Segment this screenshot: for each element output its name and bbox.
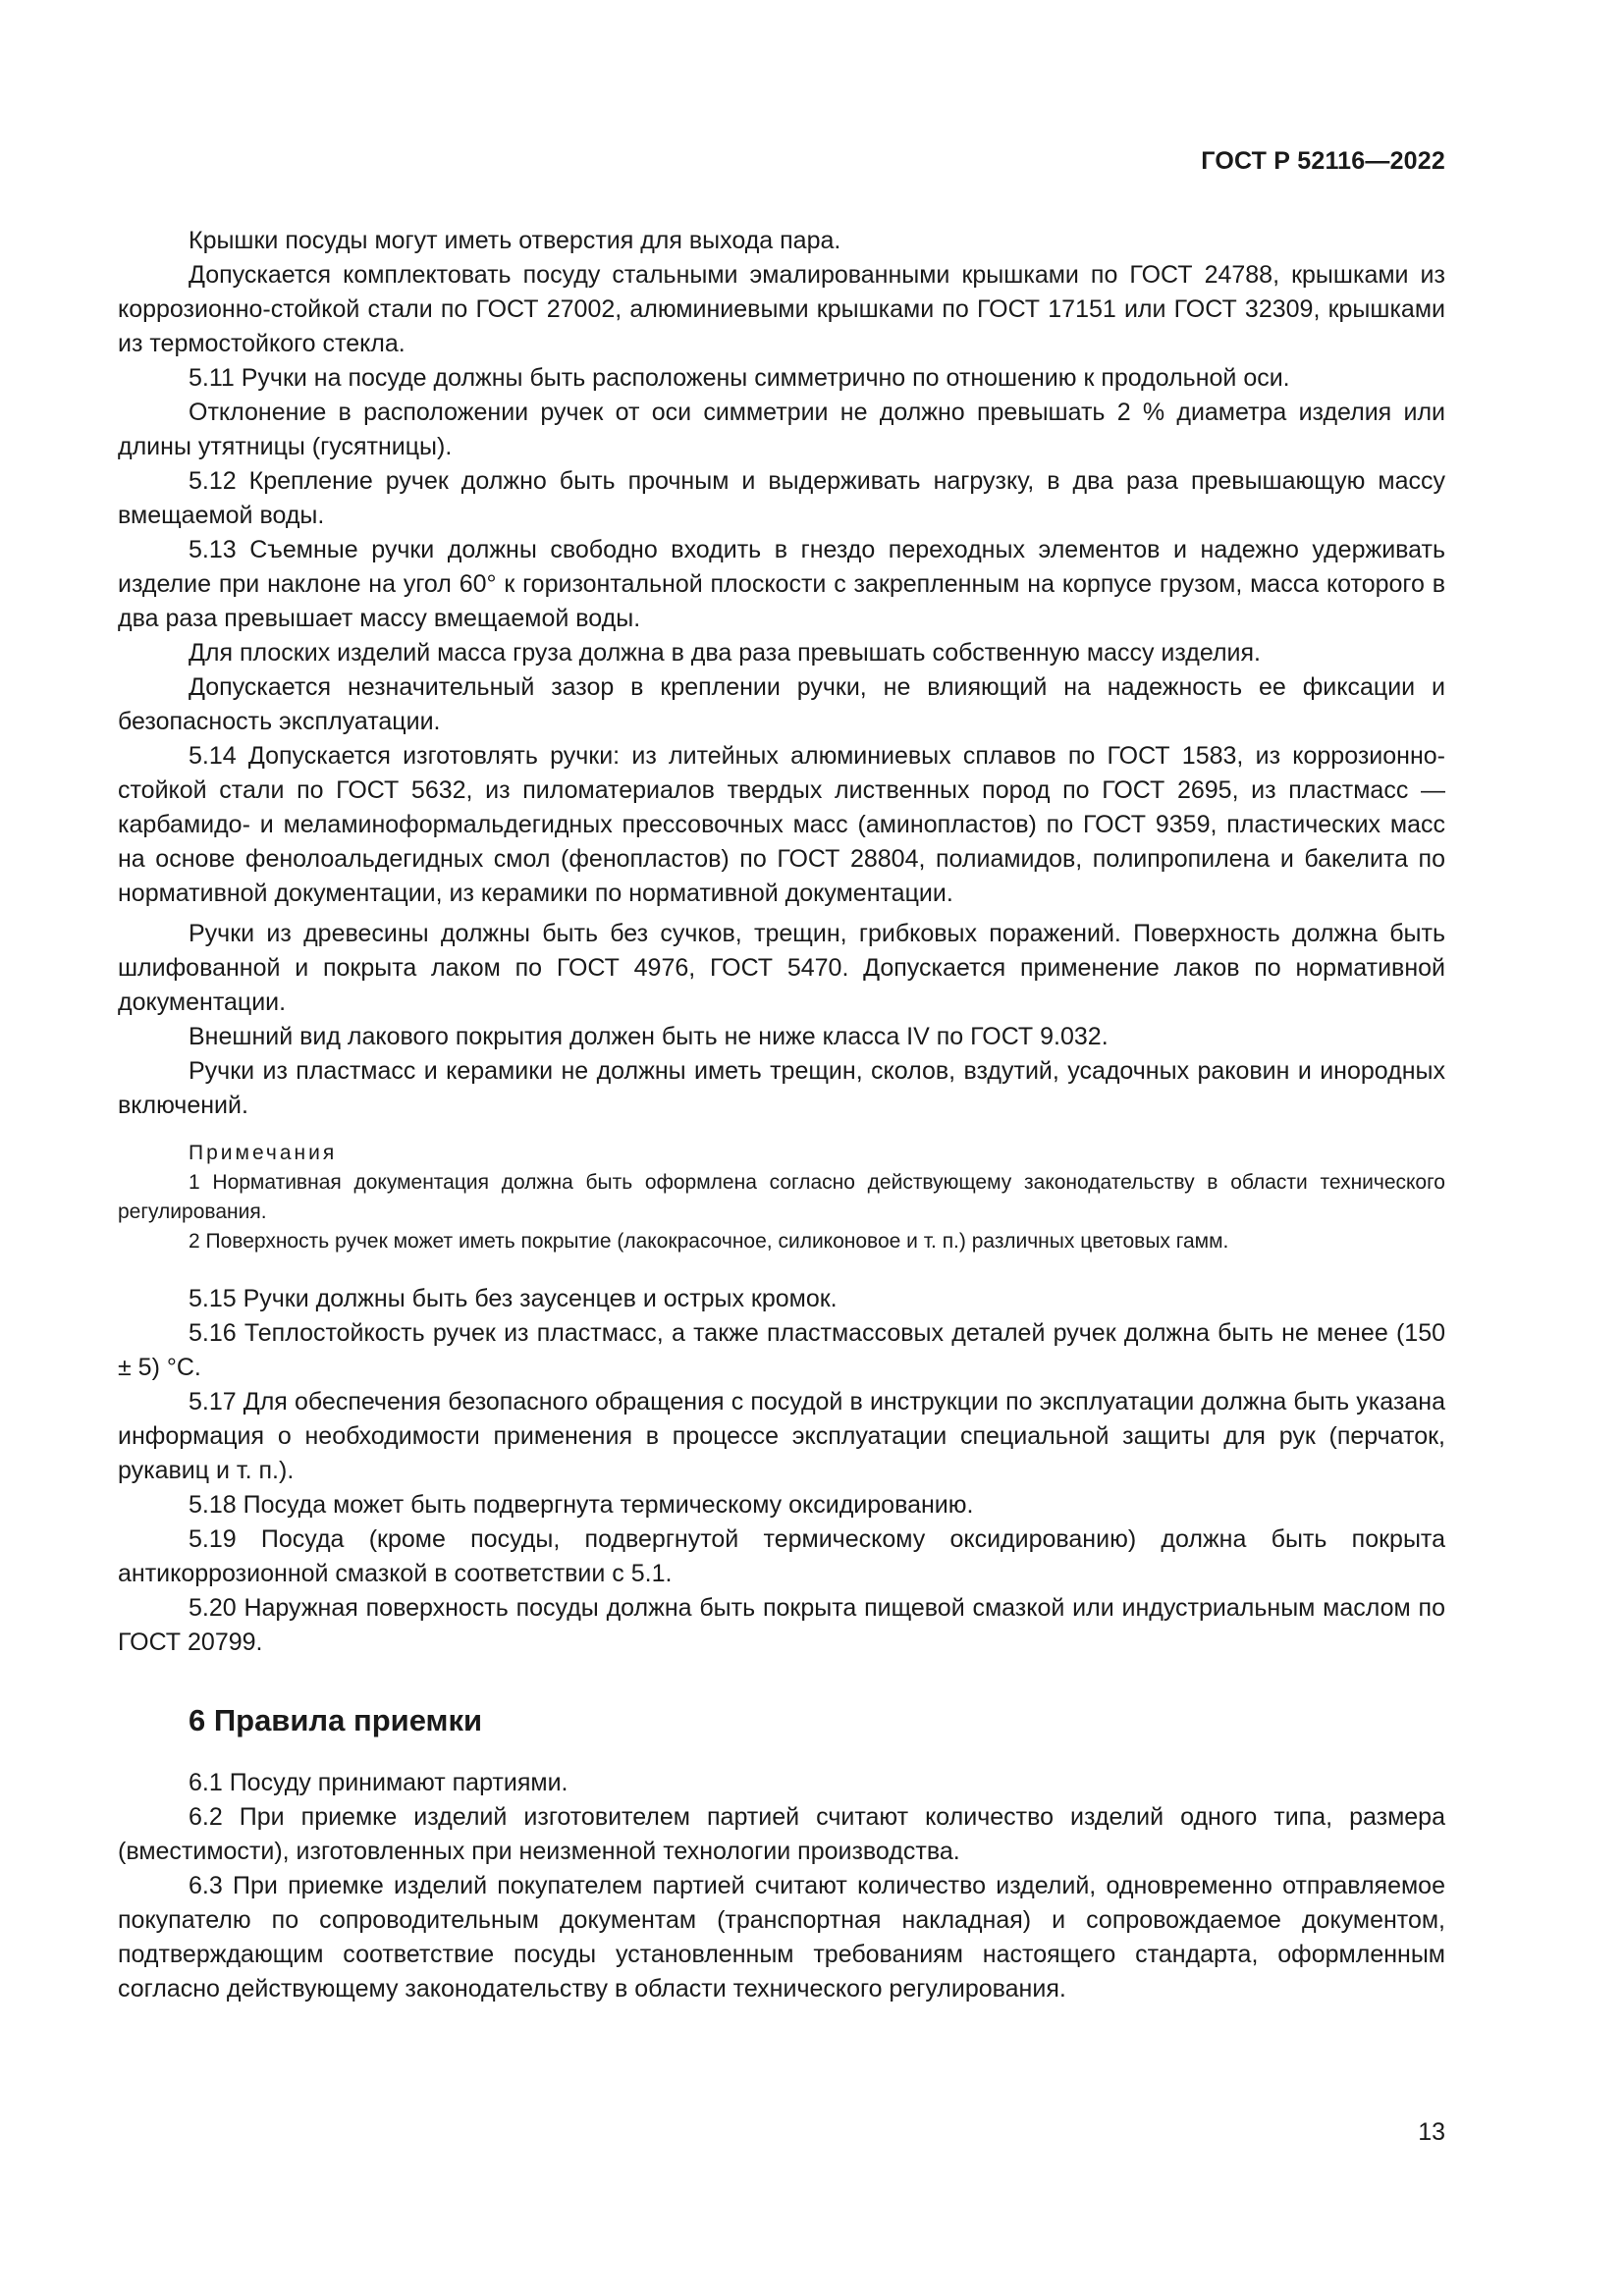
clause-5-13: 5.13 Съемные ручки должны свободно входить в гнездо переходных элементов и надежно удерживать изделие при наклоне на угол 60° к горизонтальной плоскости с закрепленным на корпусе грузом, масса которого в два раза превышает массу вмещаемой воды. xyxy=(118,536,1445,632)
clause-6-1: 6.1 Посуду принимают партиями. xyxy=(189,1769,568,1796)
clause-5-11: 5.11 Ручки на посуде должны быть расположены симметрично по отношению к продольной оси. xyxy=(189,364,1290,392)
clause-5-17: 5.17 Для обеспечения безопасного обращения с посудой в инструкции по эксплуатации должна быть указана информация о необходимости применения в процессе эксплуатации специальной защиты для рук (перчаток, рукавиц и т. п.). xyxy=(118,1388,1445,1484)
paragraph: Допускается незначительный зазор в креплении ручки, не влияющий на надежность ее фиксации и безопасность эксплуатации. xyxy=(118,673,1445,735)
note-item: 2 Поверхность ручек может иметь покрытие (лакокрасочное, силиконовое и т. п.) различных цветовых гамм. xyxy=(189,1230,1229,1253)
clause-5-19: 5.19 Посуда (кроме посуды, подвергнутой термическому оксидированию) должна быть покрыта антикоррозионной смазкой в соответствии с 5.1. xyxy=(118,1525,1445,1587)
clause-6-3: 6.3 При приемке изделий покупателем партией считают количество изделий, одновременно отправляемое покупателю по сопроводительным документам (транспортная накладная) и сопровождаемое документом, подтверждающим соответствие посуды установленным требованиям настоящего стандарта, оформленным согласно действующему законодательству в области технического регулирования. xyxy=(118,1872,1445,2002)
notes-block xyxy=(118,1139,1445,1256)
clause-5-20: 5.20 Наружная поверхность посуды должна быть покрыта пищевой смазкой или индустриальным маслом по ГОСТ 20799. xyxy=(118,1594,1445,1656)
paragraph: Для плоских изделий масса груза должна в два раза превышать собственную массу изделия. xyxy=(189,639,1261,667)
clause-5-18: 5.18 Посуда может быть подвергнута термическому оксидированию. xyxy=(189,1491,974,1519)
paragraph: Ручки из пластмасс и керамики не должны иметь трещин, сколов, вздутий, усадочных раковин и инородных включений. xyxy=(118,1057,1445,1119)
paragraph: Допускается комплектовать посуду стальными эмалированными крышками по ГОСТ 24788, крышками из коррозионно-стойкой стали по ГОСТ 27002, алюминиевыми крышками по ГОСТ 17151 или ГОСТ 32309, крышками из термостойкого стекла. xyxy=(118,261,1445,357)
notes-heading: Примечания xyxy=(189,1142,338,1164)
clause-5-15: 5.15 Ручки должны быть без заусенцев и острых кромок. xyxy=(189,1285,838,1312)
clause-5-12: 5.12 Крепление ручек должно быть прочным и выдерживать нагрузку, в два раза превышающую массу вмещаемой воды. xyxy=(118,467,1445,529)
paragraph: Ручки из древесины должны быть без сучков, трещин, грибковых поражений. Поверхность должна быть шлифованной и покрыта лаком по ГОСТ 4976, ГОСТ 5470. Допускается применение лаков по нормативной документации. xyxy=(118,920,1445,1016)
paragraph: Крышки посуды могут иметь отверстия для выхода пара. xyxy=(189,227,841,254)
page-content xyxy=(118,224,1445,2006)
clause-5-16: 5.16 Теплостойкость ручек из пластмасс, а также пластмассовых деталей ручек должна быть не менее (150 ± 5) °С. xyxy=(118,1319,1445,1381)
paragraph: Внешний вид лакового покрытия должен быть не ниже класса IV по ГОСТ 9.032. xyxy=(189,1023,1109,1050)
clause-5-14: 5.14 Допускается изготовлять ручки: из литейных алюминиевых сплавов по ГОСТ 1583, из коррозионно-стойкой стали по ГОСТ 5632, из пиломатериалов твердых лиственных пород по ГОСТ 2695, из пластмасс — карбамидо- и меламиноформальдегидных прессовочных масс (аминопластов) по ГОСТ 9359, пластических масс на основе фенолоальдегидных смол (фенопластов) по ГОСТ 28804, полиамидов, полипропилена и бакелита по нормативной документации, из керамики по нормативной документации. xyxy=(118,742,1445,907)
paragraph: Отклонение в расположении ручек от оси симметрии не должно превышать 2 % диаметра изделия или длины утятницы (гусятницы). xyxy=(118,399,1445,460)
section-title: 6 Правила приемки xyxy=(189,1703,483,1737)
clause-6-2: 6.2 При приемке изделий изготовителем партией считают количество изделий одного типа, размера (вместимости), изготовленных при неизменной технологии производства. xyxy=(118,1803,1445,1865)
document-code-header: ГОСТ Р 52116—2022 xyxy=(1201,147,1445,175)
note-item: 1 Нормативная документация должна быть оформлена согласно действующему законодательству в области технического регулирования. xyxy=(118,1171,1445,1223)
page-number: 13 xyxy=(1418,2118,1445,2146)
